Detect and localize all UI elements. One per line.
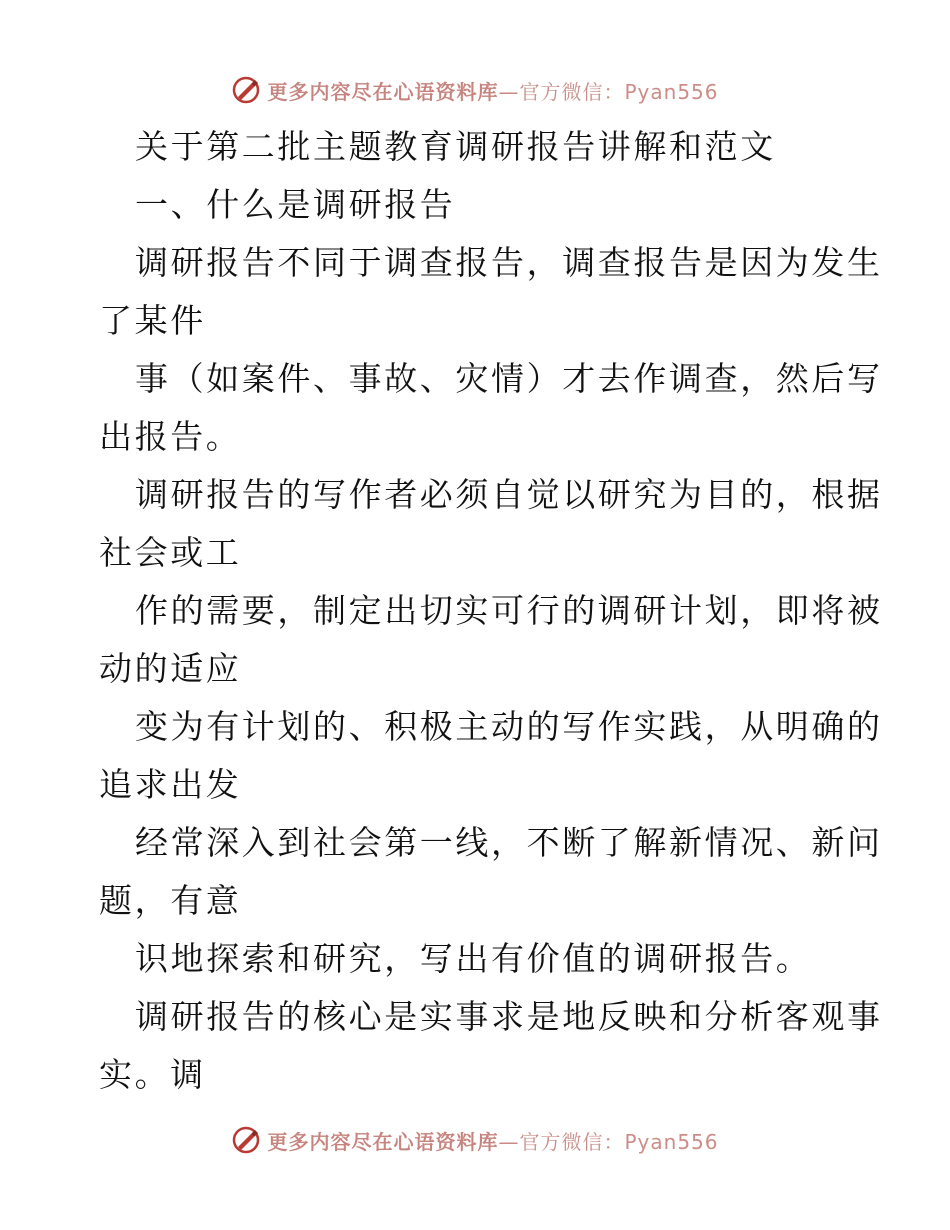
paragraph-line: 识地探索和研究，写出有价值的调研报告。 [135,939,812,978]
watermark-wechat-id: Pyan556 [624,79,719,104]
document-title: 关于第二批主题教育调研报告讲解和范文 [135,127,776,166]
paragraph-line: 调研报告不同于调查报告，调查报告是因为发生 [135,243,883,282]
paragraph-line: 作的需要，制定出切实可行的调研计划，即将被 [135,591,883,630]
watermark-text [267,1126,718,1155]
pen-logo-icon [231,75,261,105]
paragraph-line: 调研报告的写作者必须自觉以研究为目的，根据 [135,475,883,514]
paragraph-line: 了某件 [99,301,206,340]
header-watermark [0,72,950,108]
paragraph-line: 出报告。 [99,417,242,456]
watermark-dash: — [498,79,520,104]
watermark-dash: — [498,1129,520,1154]
watermark-wechat-label: 官方微信： [519,79,625,104]
watermark-main: 更多内容尽在心语资料库 [267,1129,499,1154]
paragraph-line: 动的适应 [99,649,242,688]
paragraph-line: 追求出发 [99,765,242,804]
paragraph-line: 实。调 [99,1055,206,1094]
paragraph-line: 社会或工 [99,533,242,572]
section-heading: 一、什么是调研报告 [135,185,456,224]
pen-logo-icon [231,1125,261,1155]
paragraph-line: 调研报告的核心是实事求是地反映和分析客观事 [135,997,883,1036]
paragraph-line: 题，有意 [99,881,242,920]
paragraph-line: 经常深入到社会第一线，不断了解新情况、新问 [135,823,883,862]
paragraph-line: 事（如案件、事故、灾情）才去作调查，然后写 [135,359,883,398]
watermark-wechat-label: 官方微信： [519,1129,625,1154]
footer-watermark [0,1122,950,1158]
document-body [99,118,883,1104]
watermark-wechat-id: Pyan556 [624,1129,719,1154]
watermark-text [267,76,718,105]
paragraph-line: 变为有计划的、积极主动的写作实践，从明确的 [135,707,883,746]
watermark-main: 更多内容尽在心语资料库 [267,79,499,104]
